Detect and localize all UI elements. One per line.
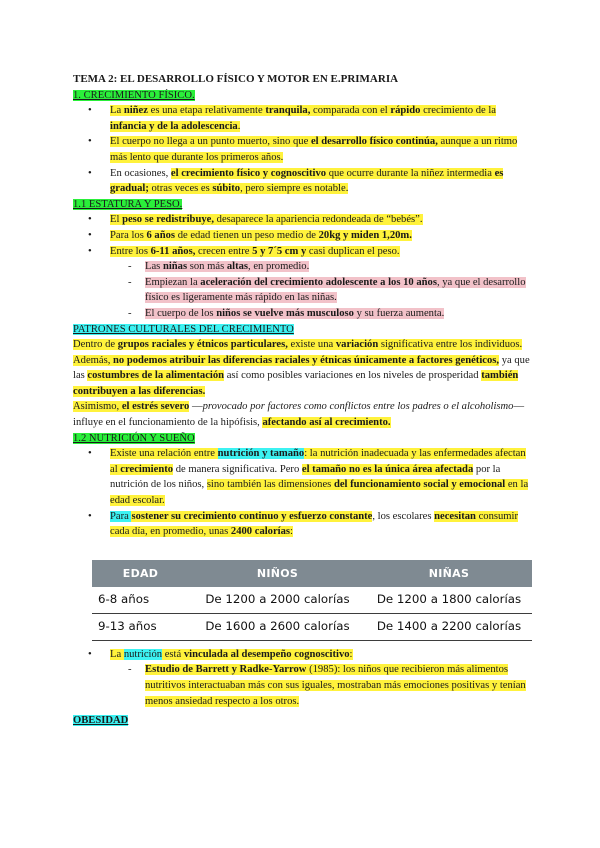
text-run: crecen entre xyxy=(195,245,253,257)
text-run: que ocurre durante la niñez intermedia xyxy=(326,167,495,179)
list-item xyxy=(73,228,533,244)
text-run: de manera significativa. Pero xyxy=(173,463,302,475)
text-run: : xyxy=(290,526,293,538)
text-run: Para xyxy=(110,510,132,522)
patrones-paragraphs xyxy=(73,337,533,431)
list-item xyxy=(73,275,533,306)
text-run: Para los xyxy=(110,229,147,241)
text-run: el desarrollo físico continúa, xyxy=(310,136,438,148)
text-run: aceleración del crecimiento adolescente a los 10 años xyxy=(200,276,437,288)
table-header-ninas: NIÑAS xyxy=(366,560,532,587)
list-item xyxy=(73,166,533,197)
text-run: altas xyxy=(226,261,249,273)
text-run: crecimiento de la xyxy=(420,105,497,117)
list-item xyxy=(73,259,533,275)
text-run: Estudio de Barrett y Radke-Yarrow xyxy=(145,664,307,676)
text-run: Asimismo, xyxy=(73,401,122,413)
section-1-1-sublist xyxy=(73,259,533,321)
text-run: El xyxy=(110,214,123,226)
table-header-ninos: NIÑOS xyxy=(189,560,366,587)
calorie-table-wrap xyxy=(92,560,532,641)
text-run: Las xyxy=(145,261,163,273)
text-run: (1985): los niños que recibieron más alimentos nutritivos interactuaban más con sus iguales, mostraban más emociones positivas y tenían menos ansiedad respecto a los otros. xyxy=(145,664,526,707)
text-run: , ya que el desarrollo físico es ligeramente más rápido en las niñas. xyxy=(145,276,526,304)
text-run: en la edad escolar. xyxy=(110,479,529,507)
text-run: son más xyxy=(187,261,227,273)
text-run: variación xyxy=(335,339,379,351)
table-cell-edad: 6-8 años xyxy=(92,587,189,614)
text-run: también contribuyen a las diferencias. xyxy=(73,370,519,397)
text-run: : xyxy=(349,648,353,660)
text-run: consumir cada día, en promedio, unas xyxy=(110,510,518,538)
text-run: de edad tienen un peso medio de xyxy=(175,229,319,241)
text-run: vinculada al desempeño cognoscitivo xyxy=(183,648,350,660)
text-run: grupos raciales y étnicos particulares, xyxy=(117,339,288,351)
text-run: — influye en el funcionamiento de la hipófisis, xyxy=(73,401,525,429)
calorie-table xyxy=(92,560,532,641)
section-1-list xyxy=(73,103,533,197)
text-run: . xyxy=(237,120,241,132)
table-header-edad: EDAD xyxy=(92,560,189,587)
text-run: 5 y 7´5 cm y xyxy=(252,245,307,257)
text-run: sostener su crecimiento continuo y esfuerzo constante xyxy=(131,510,373,522)
text-run: Existe una relación entre xyxy=(110,448,218,460)
paragraph xyxy=(73,337,533,353)
table-cell-ninos: De 1200 a 2000 calorías xyxy=(189,587,366,614)
list-item xyxy=(73,134,533,165)
paragraph xyxy=(73,399,533,430)
text-run: es gradual; xyxy=(110,167,504,195)
section-1-1-list xyxy=(73,212,533,259)
text-run: El cuerpo de los xyxy=(145,307,217,319)
text-run: y su fuerza aumenta. xyxy=(353,307,445,319)
text-run: , en promedio. xyxy=(248,261,310,273)
text-run: 2400 calorías xyxy=(230,526,291,538)
text-run: así como posibles variaciones en los niveles de prosperidad xyxy=(224,370,482,382)
list-item xyxy=(73,647,533,663)
list-item xyxy=(73,509,533,540)
text-run: , los escolares xyxy=(372,510,435,522)
text-run: por la nutrición de los niños, xyxy=(110,463,501,491)
text-run: — xyxy=(189,401,203,413)
text-run: provocado por factores como conflictos entre los padres o el alcoholismo xyxy=(202,401,514,413)
text-run: costumbres de la alimentación xyxy=(87,370,225,382)
table-cell-ninas: De 1400 a 2200 calorías xyxy=(366,613,532,640)
text-run: niños se vuelve más musculoso xyxy=(216,307,354,319)
text-run: La xyxy=(110,648,124,660)
list-item xyxy=(73,212,533,228)
list-item xyxy=(73,662,533,709)
text-run: niñas xyxy=(162,261,188,273)
section-1-heading: 1. CRECIMIENTO FÍSICO. xyxy=(73,89,195,101)
table-header-row xyxy=(92,560,532,587)
text-run: aunque a un ritmo más lento que durante los primeros años. xyxy=(110,136,518,163)
text-run: afectando así al crecimiento. xyxy=(262,417,391,429)
text-run: desaparece la apariencia redondeada de “bebés”. xyxy=(214,214,423,226)
table-row xyxy=(92,587,532,614)
text-run: nutrición y tamaño xyxy=(217,448,305,460)
text-run: 6 años xyxy=(146,229,176,241)
text-run: peso se redistribuye, xyxy=(122,214,214,226)
table-cell-edad: 9-13 años xyxy=(92,613,189,640)
text-run: infancia y de la adolescencia xyxy=(110,120,238,132)
text-run: Empiezan la xyxy=(145,276,201,288)
text-run: nutrición xyxy=(123,648,163,660)
text-run: del funcionamiento social y emocional xyxy=(333,479,506,491)
text-run: rápido xyxy=(390,105,421,117)
text-run: comparada con el xyxy=(310,105,391,117)
text-run: el estrés severo xyxy=(121,401,190,413)
text-run: necesitan xyxy=(434,510,476,522)
paragraph xyxy=(73,353,533,400)
text-run: existe una xyxy=(287,339,336,351)
text-run: , pero siempre es notable. xyxy=(240,183,349,195)
section-1-2-list xyxy=(73,446,533,540)
nutrition-cognition-sublist xyxy=(73,662,533,709)
text-run: está xyxy=(162,648,184,660)
table-cell-ninas: De 1200 a 1800 calorías xyxy=(366,587,532,614)
text-run: Entre los xyxy=(110,245,151,257)
list-item xyxy=(73,103,533,134)
text-run: Dentro de xyxy=(73,339,118,351)
text-run: casi duplican el peso. xyxy=(306,245,400,257)
text-run: Además, xyxy=(73,354,114,366)
patrones-heading: PATRONES CULTURALES DEL CRECIMIENTO xyxy=(73,323,294,335)
text-run: no podemos atribuir las diferencias raciales y étnicas únicamente a factores genéticos, xyxy=(113,354,500,366)
text-run: La xyxy=(110,105,124,117)
text-run: súbito xyxy=(212,183,241,195)
document-title: TEMA 2: EL DESARROLLO FÍSICO Y MOTOR EN E.PRIMARIA xyxy=(73,73,399,85)
text-run: significativa entre los individuos. xyxy=(378,339,523,351)
text-run: 6-11 años, xyxy=(150,245,196,257)
list-item xyxy=(73,306,533,322)
table-row xyxy=(92,613,532,640)
obesidad-heading: OBESIDAD xyxy=(73,715,129,727)
text-run: es una etapa relativamente xyxy=(147,105,266,117)
list-item xyxy=(73,446,533,508)
list-item xyxy=(73,244,533,260)
section-1-1-heading: 1.1 ESTATURA Y PESO. xyxy=(73,198,183,210)
section-1-2-heading: 1.2 NUTRICIÓN Y SUEÑO xyxy=(73,432,195,444)
text-run: tranquila, xyxy=(265,105,311,117)
text-run: El cuerpo no llega a un punto muerto, sino que xyxy=(110,136,311,148)
text-run: sino también las dimensiones xyxy=(206,479,334,491)
table-cell-ninos: De 1600 a 2600 calorías xyxy=(189,613,366,640)
text-run: ya que las xyxy=(73,354,530,382)
text-run: : la nutrición inadecuada y las enfermedades afectan al xyxy=(110,448,526,475)
text-run: En ocasiones, xyxy=(110,167,171,179)
nutrition-cognition-list xyxy=(73,647,533,663)
document-content xyxy=(73,72,533,729)
text-run: otras veces es xyxy=(148,183,213,195)
text-run: 20kg y miden 1,20m. xyxy=(318,229,412,241)
text-run: el tamaño no es la única área afectada xyxy=(301,463,474,475)
text-run: el crecimiento físico y cognoscitivo xyxy=(170,167,327,179)
text-run: crecimiento xyxy=(120,463,174,475)
text-run: niñez xyxy=(123,105,148,117)
